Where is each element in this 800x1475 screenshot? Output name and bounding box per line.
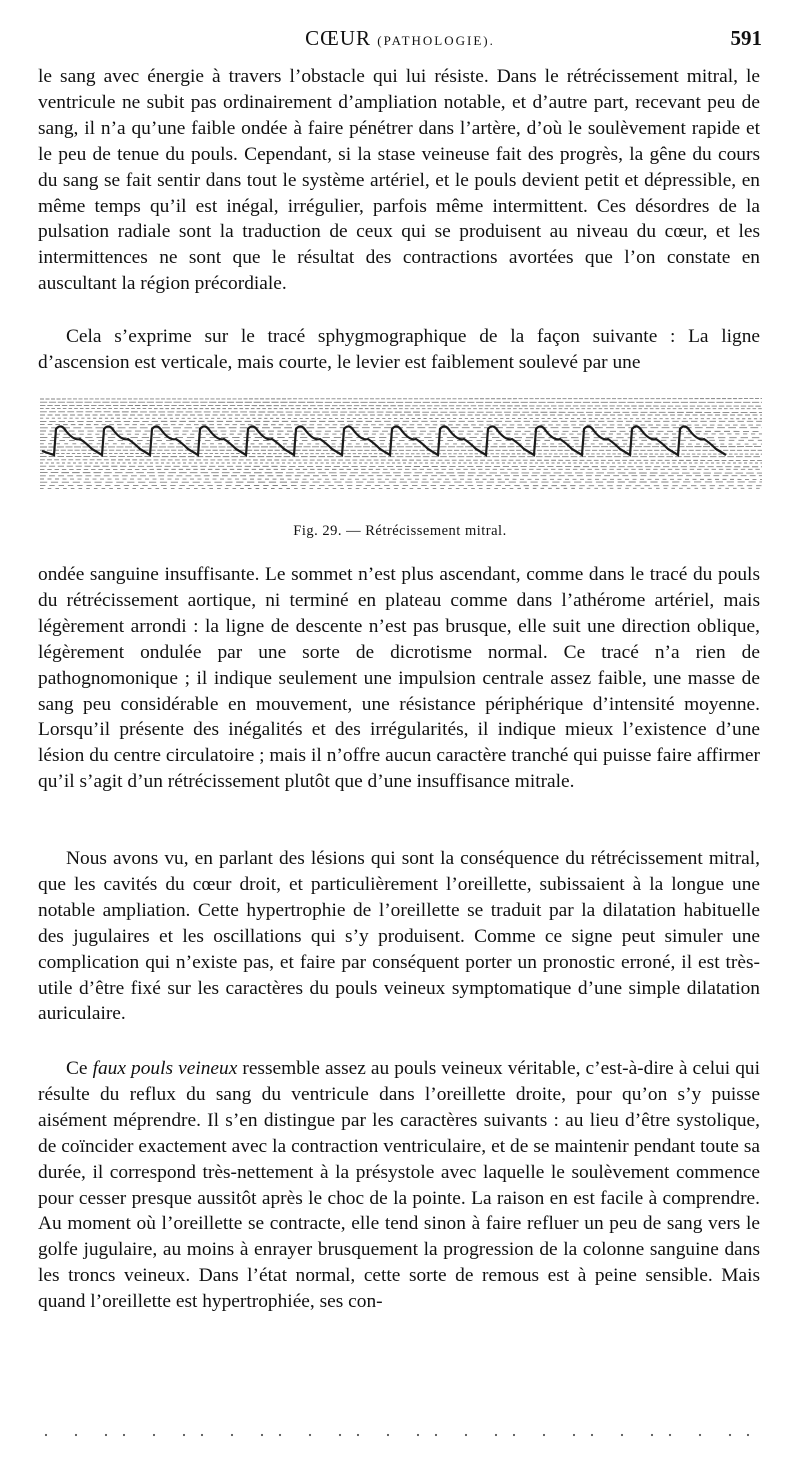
speck [201,1434,203,1436]
footer-specks [38,1430,760,1440]
hatch-line [40,418,762,419]
paragraph-5-rest: ressemble assez au pouls veineux véritable, c’est-à-dire à celui qui résulte du reflux du sang du ventricule dans l’oreillette droite, pour qu’on s’y puisse aisément méprendre. Il s’en distingue par les caractères suivants : au lieu d’être systolique, de coïncider exactement avec la contraction ventriculaire, et de se maintenir pendant toute sa durée, il correspond très-nettement à la présystole avec laquelle le soulèvement commence pour cesser presque aussitôt après le choc de la pointe. La raison en est facile à comprendre. Au moment où l’oreillette se contracte, elle tend sinon à faire refluer un peu de sang vers le golfe jugulaire, au moins à enrayer brusquement la progression de la colonne sanguine dans les troncs veineux. Dans l’état normal, cette sorte de remous est à peine sensible. Mais quand l’oreillette est hypertrophiée, ses con- [38,1058,760,1313]
speck [183,1434,185,1436]
speck [573,1434,575,1436]
speck [105,1434,107,1436]
page-number: 591 [730,25,762,50]
speck [435,1434,437,1436]
speck [465,1434,467,1436]
speck [621,1434,623,1436]
paragraph-2: Cela s’exprime sur le tracé sphygmographique de la façon suivante : La ligne d’ascension est verticale, mais courte, le levier est faiblement soulevé par une [38,326,760,373]
speck [651,1434,653,1436]
speck [309,1434,311,1436]
header-title [38,26,762,51]
speck [75,1434,77,1436]
speck [591,1434,593,1436]
paragraph-1: le sang avec énergie à travers l’obstacle qui lui résiste. Dans le rétrécissement mitral, le ventricule ne subit pas ordinairement d’ampliation notable, et d’autre part, recevant peu de sang, il n’a qu’une faible ondée à faire pénétrer dans l’artère, d’où le soulèvement rapide et le peu de tenue du pouls. Cependant, si la stase veineuse fait des progrès, la gêne du cours du sang se fait sentir dans tout le système artériel, et le pouls devient petit et dépressible, en même temps qu’il est inégal, irrégulier, parfois même intermittent. Ces désordres de la pulsation radiale sont la traduction de ceux qui se produisent au niveau du cœur, et les intermittences ne sont que le résultat des contractions avortées que l’on constate en auscultant la région précordiale. [38,66,760,295]
speck [747,1434,749,1436]
speck [699,1434,701,1436]
paragraph-4: Nous avons vu, en parlant des lésions qui sont la conséquence du rétrécissement mitral, que les cavités du cœur droit, et particulièrement l’oreillette, subissaient à la longue une notable ampliation. Cette hypertrophie de l’oreillette se traduit par la dilatation habituelle des jugulaires et les oscillations qui s’y produisent. Comme ce signe peut simuler une complication qui n’existe pas, et faire par conséquent porter un pronostic erroné, il est très-utile d’être fixé sur les caractères du pouls veineux symptomatique d’une simple dilatation auriculaire. [38,848,760,1025]
speck [153,1434,155,1436]
header-title-sub: (PATHOLOGIE). [377,32,495,48]
paragraph-5-lead: Ce [66,1058,93,1079]
speck [339,1434,341,1436]
speck [513,1434,515,1436]
paragraph-3: ondée sanguine insuffisante. Le sommet n’est plus ascendant, comme dans le tracé du pouls du rétrécissement aortique, ni terminé en plateau comme dans l’athérome artériel, mais légèrement arrondi : la ligne de descente n’est pas brusque, elle suit une direction oblique, légèrement ondulée par une sorte de dicrotisme normal. Ce tracé n’a rien de pathognomonique ; il indique seulement une impulsion centrale assez faible, une masse de sang peu considérable en mouvement, une résistance périphérique d’intensité moyenne. Lorsqu’il présente des inégalités et des irrégularités, il indique mieux l’existence d’une lésion du centre circulatoire ; mais il n’offre aucun caractère tranché qui puisse faire affirmer qu’il s’agit d’un rétrécissement plutôt que d’une insuffisance mitrale. [38,564,760,793]
header-title-main: CŒUR [305,25,371,50]
paragraph-5 [38,1056,760,1315]
speck [417,1434,419,1436]
speck [669,1434,671,1436]
speck [387,1434,389,1436]
speck [123,1434,125,1436]
speck [495,1434,497,1436]
speck [231,1434,233,1436]
speck [357,1434,359,1436]
speck [279,1434,281,1436]
speck [543,1434,545,1436]
figure-caption: Fig. 29. — Rétrécissement mitral. [293,523,507,539]
paragraph-5-italic: faux pouls veineux [92,1058,238,1079]
sphygmograph-trace [40,393,762,495]
speck [729,1434,731,1436]
speck [45,1434,47,1436]
running-header [38,24,762,52]
speck [261,1434,263,1436]
sphygmograph-figure [40,393,762,495]
